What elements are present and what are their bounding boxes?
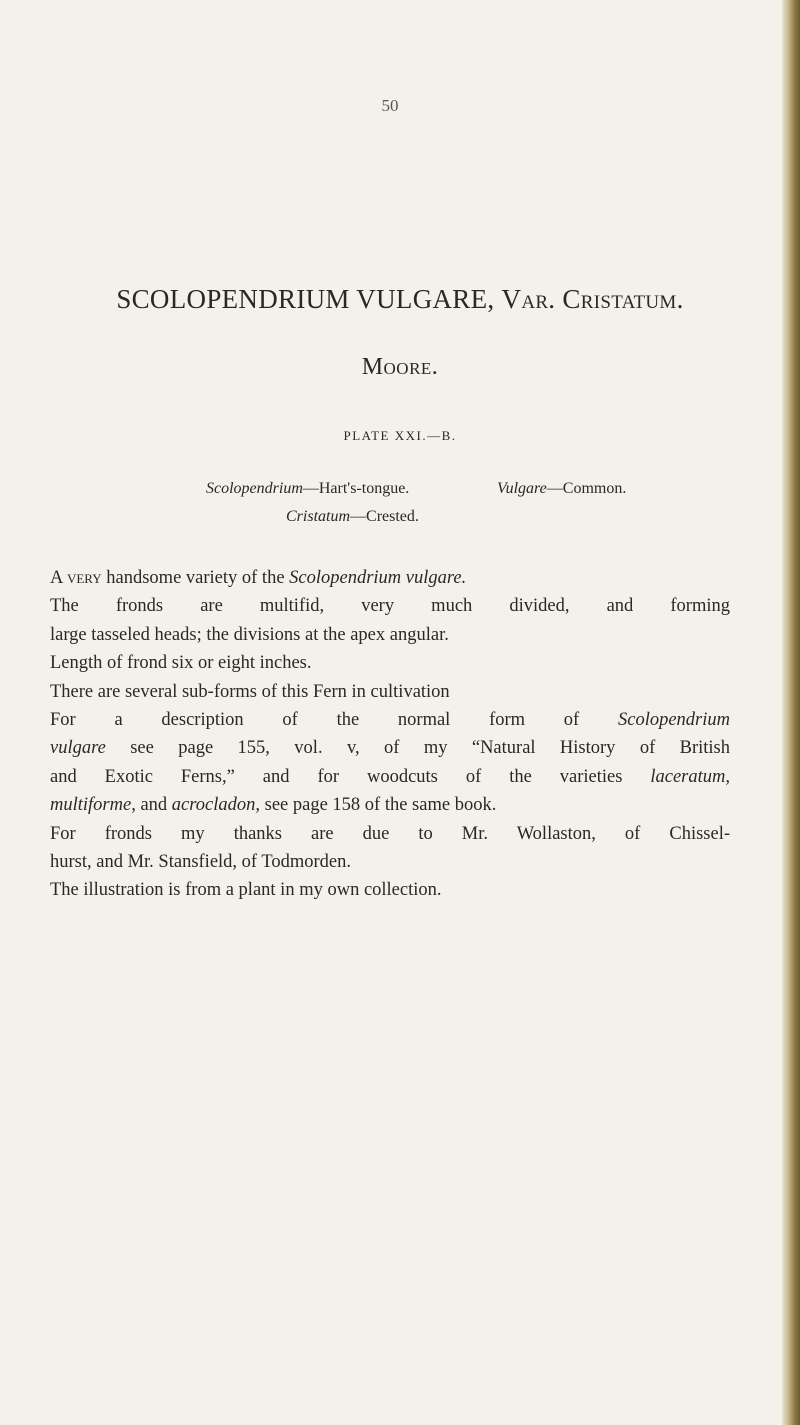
plate-label: PLATE XXI.—B. — [343, 428, 457, 443]
paragraph-description-3: and Exotic Ferns,” and for woodcuts of the varieties laceratum, — [50, 766, 730, 787]
title-var-name: Cristatum. — [562, 284, 684, 314]
genus-latin: Scolopendrium — [206, 480, 303, 497]
paragraph-illustration: The illustration is from a plant in my own collection. — [50, 880, 442, 901]
paragraph-description-2: vulgare see page 155, vol. v, of my “Natural History of British — [50, 738, 730, 759]
paragraph-length: Length of frond six or eight inches. — [50, 653, 312, 674]
variety-latin: Cristatum — [286, 508, 351, 525]
page-title — [0, 284, 800, 315]
paragraph-thanks-2: hurst, and Mr. Stansfield, of Todmorden. — [50, 852, 352, 873]
paragraph-fronds-1: The fronds are multifid, very much divided, and forming — [50, 596, 730, 617]
paragraph-subforms: There are several sub-forms of this Fern in cultivation — [50, 681, 450, 702]
species-common: —Common. — [546, 480, 627, 497]
variety-common: —Crested. — [350, 508, 419, 525]
paragraph-description-1: For a description of the normal form of Scolopendrium — [50, 710, 730, 731]
paragraph-thanks-1: For fronds my thanks are due to Mr. Wollaston, of Chissel- — [50, 823, 730, 844]
genus-common: —Hart's-tongue. — [302, 480, 410, 497]
paragraph-description-4: multiforme, and acrocladon, see page 158 of the same book. — [50, 795, 497, 816]
title-main: SCOLOPENDRIUM VULGARE, — [116, 284, 495, 314]
author: Moore. — [361, 354, 439, 380]
variety-entry — [286, 508, 419, 526]
genus-entry — [206, 480, 409, 498]
species-entry — [497, 480, 626, 498]
body-text — [50, 564, 730, 905]
paragraph-intro: A very handsome variety of the Scolopendrium vulgare. — [50, 568, 467, 588]
page-edge — [782, 0, 800, 1425]
species-latin: Vulgare — [497, 480, 547, 497]
paragraph-fronds-2: large tasseled heads; the divisions at the apex angular. — [50, 624, 449, 645]
page-number: 50 — [381, 96, 399, 115]
title-var-label: Var. — [501, 284, 556, 314]
